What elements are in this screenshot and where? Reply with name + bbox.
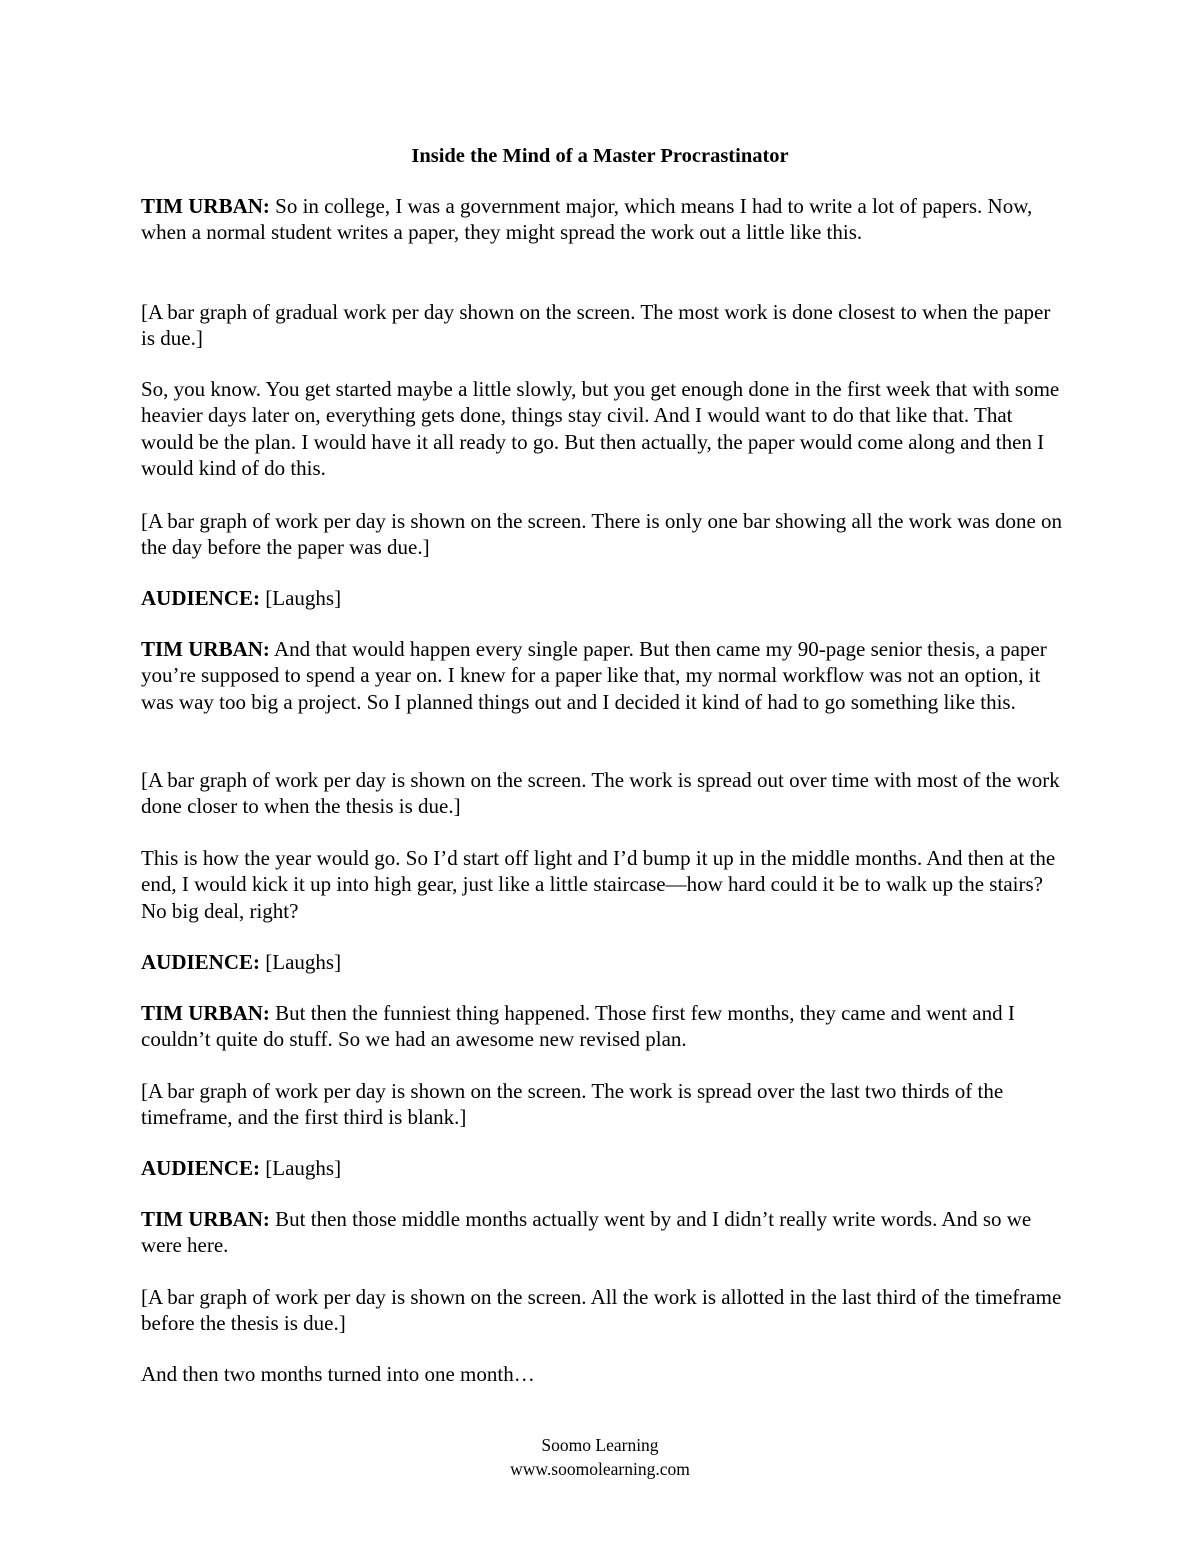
paragraph-text: And then two months turned into one month… [141, 1362, 535, 1386]
paragraph-text: And that would happen every single paper. But then came my 90-page senior thesis, a paper you’re supposed to spend a year on. I knew for a paper like that, my normal workflow was not an option, it was way too big a project. So I planned things out and I decided it kind of had to go something like this. [141, 637, 1047, 714]
transcript-paragraph [141, 1155, 1066, 1181]
transcript-paragraph [141, 193, 1066, 246]
paragraph-text: [Laughs] [260, 586, 342, 610]
paragraph-text: [A bar graph of work per day is shown on the screen. The work is spread out over time with most of the work done closer to when the thesis is due.] [141, 768, 1060, 819]
transcript-paragraph [141, 1000, 1066, 1053]
transcript-paragraph [141, 585, 1066, 611]
paragraph-text: [A bar graph of work per day is shown on the screen. All the work is allotted in the last third of the timeframe before the thesis is due.] [141, 1285, 1062, 1336]
transcript-paragraph [141, 767, 1066, 820]
speaker-label: AUDIENCE: [141, 1156, 261, 1180]
document-title: Inside the Mind of a Master Procrastinator [411, 145, 789, 167]
paragraph-text: [Laughs] [260, 1156, 342, 1180]
transcript-paragraph [141, 376, 1066, 482]
transcript-paragraph [141, 636, 1066, 715]
transcript-paragraph [141, 508, 1066, 561]
speaker-label: TIM URBAN: [141, 1001, 270, 1025]
paragraph-text: This is how the year would go. So I’d start off light and I’d bump it up in the middle months. And then at the end, I would kick it up into high gear, just like a little staircase—how hard could it be to walk up the stairs? No big deal, right? [141, 846, 1056, 923]
footer-website: www.soomolearning.com [510, 1459, 690, 1479]
paragraph-text: So in college, I was a government major, which means I had to write a lot of papers. Now, when a normal student writes a paper, they might spread the work out a little like this. [141, 194, 1033, 245]
speaker-label: AUDIENCE: [141, 950, 261, 974]
paragraph-text: [A bar graph of work per day is shown on the screen. There is only one bar showing all the work was done on the day before the paper was due.] [141, 509, 1063, 560]
transcript-paragraph [141, 845, 1066, 924]
paragraph-text: But then those middle months actually went by and I didn’t really write words. And so we were here. [141, 1207, 1032, 1258]
speaker-label: TIM URBAN: [141, 637, 270, 661]
paragraph-text: [A bar graph of gradual work per day shown on the screen. The most work is done closest to when the paper is due.] [141, 300, 1051, 351]
footer-company: Soomo Learning [541, 1435, 659, 1455]
transcript-paragraph [141, 1284, 1066, 1337]
transcript-paragraph [141, 1206, 1066, 1259]
paragraph-text: But then the funniest thing happened. Those first few months, they came and went and I couldn’t quite do stuff. So we had an awesome new revised plan. [141, 1001, 1015, 1052]
transcript-paragraph [141, 1361, 1066, 1387]
transcript-paragraph [141, 949, 1066, 975]
speaker-label: AUDIENCE: [141, 586, 261, 610]
paragraph-text: So, you know. You get started maybe a little slowly, but you get enough done in the first week that with some heavier days later on, everything gets done, things stay civil. And I would want to do that like that. That would be the plan. I would have it all ready to go. But then actually, the paper would come along and then I would kind of do this. [141, 377, 1060, 481]
transcript-paragraph [141, 299, 1066, 352]
speaker-label: TIM URBAN: [141, 194, 270, 218]
speaker-label: TIM URBAN: [141, 1207, 270, 1231]
paragraph-text: [Laughs] [260, 950, 342, 974]
transcript-paragraph [141, 1078, 1066, 1131]
paragraph-text: [A bar graph of work per day is shown on the screen. The work is spread over the last two thirds of the timeframe, and the first third is blank.] [141, 1079, 1004, 1130]
